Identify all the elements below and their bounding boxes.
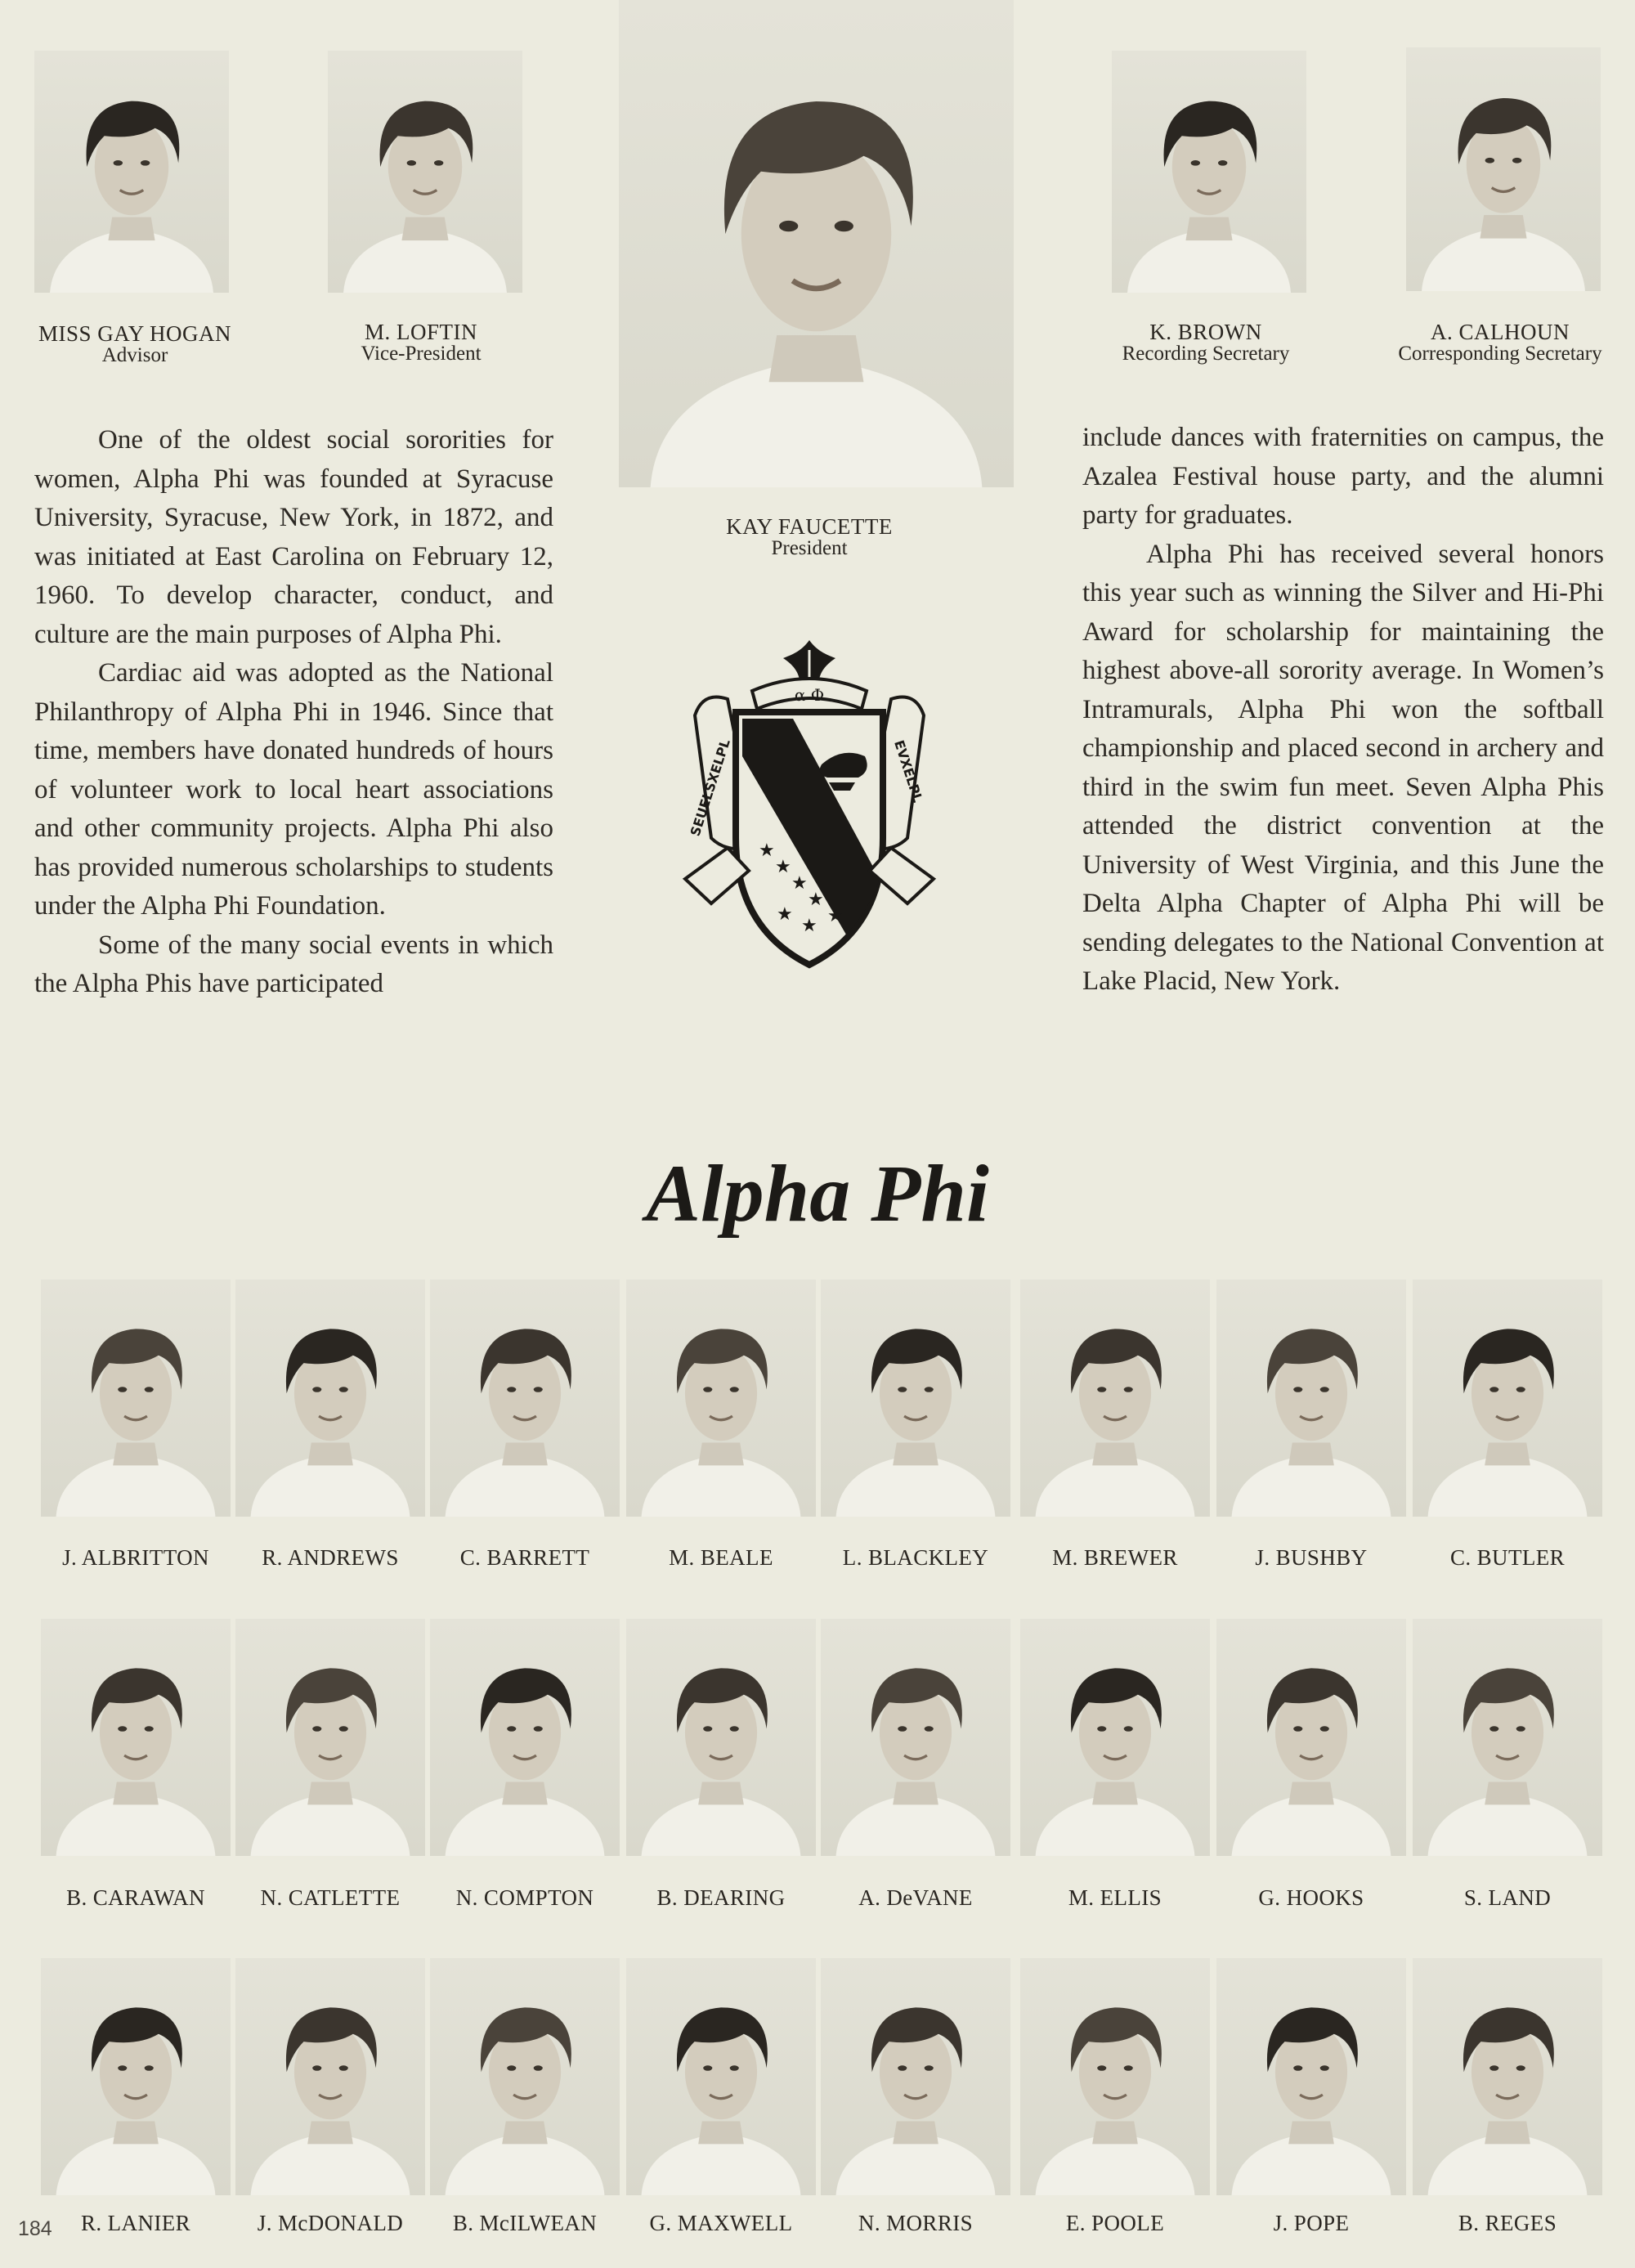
portrait-silhouette-icon <box>821 1958 1010 2195</box>
member-photo <box>1020 1619 1210 1856</box>
officer-name: KAY FAUCETTE <box>726 514 893 539</box>
member-photo <box>41 1619 231 1856</box>
member-name: L. BLACKLEY <box>842 1545 989 1570</box>
member-name: C. BUTLER <box>1449 1545 1566 1570</box>
portrait-silhouette-icon <box>821 1619 1010 1856</box>
portrait-silhouette-icon <box>1413 1958 1602 2195</box>
member-photo <box>1216 1958 1406 2195</box>
crest-top-text: α Φ <box>794 685 825 705</box>
officer-name: M. LOFTIN <box>365 320 477 344</box>
member-name: R. ANDREWS <box>262 1545 399 1570</box>
member-name: B. DEARING <box>656 1885 786 1910</box>
alpha-phi-crest-icon <box>679 634 940 977</box>
portrait-silhouette-icon <box>430 1958 620 2195</box>
officer-caption-brown <box>1087 320 1324 365</box>
member-name: M. BEALE <box>669 1545 773 1570</box>
member-photo <box>626 1280 816 1517</box>
member-photo <box>821 1619 1010 1856</box>
page-title: Alpha Phi <box>646 1148 989 1239</box>
member-photo <box>235 1958 425 2195</box>
svg-text:★: ★ <box>759 840 775 861</box>
member-photo <box>41 1958 231 2195</box>
article-paragraph: Cardiac aid was adopted as the National Philanthropy of Alpha Phi in 1946. Since that time, members have donated hundreds of hours of volunteer work to local heart associations and other community projects. Alpha Phi also has provided numerous scholarships to students under the Alpha Phi Foundation. <box>34 658 553 921</box>
portrait-silhouette-icon <box>626 1619 816 1856</box>
member-photo <box>1020 1958 1210 2195</box>
article-right-column <box>1082 419 1604 1002</box>
portrait-silhouette-icon <box>328 51 522 293</box>
officer-role: Corresponding Secretary <box>1398 343 1602 365</box>
portrait-silhouette-icon <box>1406 47 1601 291</box>
member-photo <box>1216 1619 1406 1856</box>
officer-photo-brown <box>1112 51 1306 293</box>
officer-name: K. BROWN <box>1149 320 1262 344</box>
member-photo <box>235 1280 425 1517</box>
portrait-silhouette-icon <box>1413 1619 1602 1856</box>
portrait-silhouette-icon <box>821 1280 1010 1517</box>
member-name: N. MORRIS <box>858 2211 974 2235</box>
member-photo <box>1413 1958 1602 2195</box>
portrait-silhouette-icon <box>1413 1280 1602 1517</box>
member-name: M. BREWER <box>1052 1545 1178 1570</box>
officer-caption-faucette <box>695 515 924 560</box>
officer-role: Advisor <box>101 344 168 367</box>
portrait-silhouette-icon <box>41 1958 231 2195</box>
portrait-silhouette-icon <box>235 1280 425 1517</box>
member-photo <box>235 1619 425 1856</box>
member-name: B. REGES <box>1458 2211 1557 2235</box>
article-paragraph: Some of the many social events in which the Alpha Phis have participated <box>34 930 553 998</box>
article-paragraph: include dances with fraternities on campus, the Azalea Festival house party, and the alumni party for graduates. <box>1082 423 1604 530</box>
article-paragraph: Alpha Phi has received several honors this year such as winning the Silver and Hi-Phi Award for scholarship for maintaining the highest above-all sorority average. In Women’s Intramurals, Alpha Phi won the softball championship and placed second in archery and third in the swim fun meet. Seven Alpha Phis attended the district convention at the University of West Virginia, and this June the Delta Alpha Chapter of Alpha Phi will be sending delegates to the National Convention at Lake Placid, New York. <box>1082 539 1604 996</box>
member-name: E. POOLE <box>1065 2211 1165 2235</box>
member-photo <box>1020 1280 1210 1517</box>
crest-motto-left: SEUELSXELPL <box>687 737 733 838</box>
portrait-silhouette-icon <box>41 1280 231 1517</box>
member-name: N. CATLETTE <box>260 1885 401 1910</box>
officer-photo-loftin <box>328 51 522 293</box>
member-name: J. POPE <box>1273 2211 1350 2235</box>
member-name: B. CARAWAN <box>66 1885 205 1910</box>
member-name: B. McILWEAN <box>452 2211 598 2235</box>
member-photo <box>1413 1280 1602 1517</box>
portrait-silhouette-icon <box>1112 51 1306 293</box>
member-photo <box>626 1619 816 1856</box>
member-photo <box>430 1958 620 2195</box>
portrait-silhouette-icon <box>235 1958 425 2195</box>
member-photo <box>1216 1280 1406 1517</box>
portrait-silhouette-icon <box>1020 1958 1210 2195</box>
officer-caption-calhoun <box>1373 320 1627 365</box>
portrait-silhouette-icon <box>1216 1958 1406 2195</box>
portrait-silhouette-icon <box>41 1619 231 1856</box>
portrait-silhouette-icon <box>1216 1280 1406 1517</box>
portrait-silhouette-icon <box>430 1619 620 1856</box>
member-name: C. BARRETT <box>459 1545 590 1570</box>
portrait-silhouette-icon <box>235 1619 425 1856</box>
officer-role: Vice-President <box>361 343 482 365</box>
page-number: 184 <box>18 2217 52 2240</box>
member-name: A. DeVANE <box>858 1885 973 1910</box>
article-paragraph: One of the oldest social sororities for women, Alpha Phi was founded at Syracuse University, Syracuse, New York, in 1872, and was initiated at East Carolina on February 12, 1960. To develop character, conduct, and culture are the main purposes of Alpha Phi. <box>34 425 553 649</box>
officer-role: President <box>771 537 848 560</box>
officer-caption-hogan <box>16 322 253 367</box>
portrait-silhouette-icon <box>34 51 229 293</box>
svg-text:★: ★ <box>827 906 844 926</box>
member-photo <box>626 1958 816 2195</box>
svg-text:★: ★ <box>791 873 808 894</box>
portrait-silhouette-icon <box>1020 1619 1210 1856</box>
portrait-silhouette-icon <box>1020 1280 1210 1517</box>
member-photo <box>1413 1619 1602 1856</box>
member-photo <box>430 1280 620 1517</box>
portrait-silhouette-icon <box>619 0 1014 487</box>
member-name: J. McDONALD <box>257 2211 404 2235</box>
portrait-silhouette-icon <box>1216 1619 1406 1856</box>
officer-role: Recording Secretary <box>1122 343 1290 365</box>
member-name: G. MAXWELL <box>649 2211 793 2235</box>
member-photo <box>821 1280 1010 1517</box>
member-name: S. LAND <box>1463 1885 1552 1910</box>
member-photo <box>821 1958 1010 2195</box>
officer-caption-loftin <box>315 320 527 365</box>
officer-name: A. CALHOUN <box>1431 320 1570 344</box>
portrait-silhouette-icon <box>430 1280 620 1517</box>
svg-text:★: ★ <box>801 916 818 936</box>
member-name: R. LANIER <box>80 2211 191 2235</box>
member-name: J. BUSHBY <box>1255 1545 1368 1570</box>
svg-text:★: ★ <box>808 890 824 910</box>
article-left-column <box>34 421 553 1004</box>
officer-photo-calhoun <box>1406 47 1601 291</box>
officer-photo-hogan <box>34 51 229 293</box>
portrait-silhouette-icon <box>626 1958 816 2195</box>
officer-name: MISS GAY HOGAN <box>38 321 232 346</box>
officer-photo-faucette <box>619 0 1014 487</box>
crest-motto-right: EVXELPL <box>891 737 926 805</box>
member-name: N. COMPTON <box>455 1885 594 1910</box>
member-name: M. ELLIS <box>1068 1885 1162 1910</box>
member-name: G. HOOKS <box>1258 1885 1364 1910</box>
member-name: J. ALBRITTON <box>62 1545 209 1570</box>
svg-text:★: ★ <box>775 857 791 877</box>
svg-text:★: ★ <box>777 904 793 925</box>
member-photo <box>430 1619 620 1856</box>
member-photo <box>41 1280 231 1517</box>
portrait-silhouette-icon <box>626 1280 816 1517</box>
